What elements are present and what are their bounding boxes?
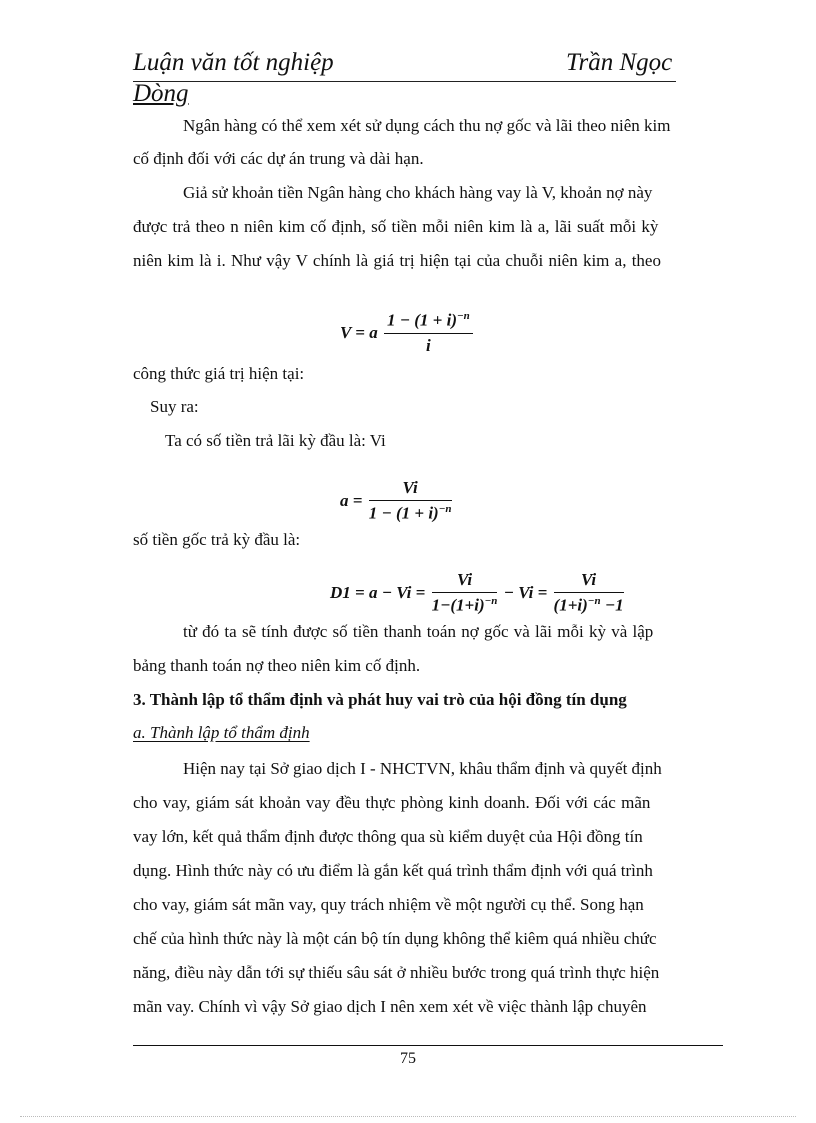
- paragraph-2-line-2: được trả theo n niên kim cố định, số tiền mỗi niên kim là a, lãi suất mỗi kỳ: [133, 217, 659, 236]
- header-underline: [133, 81, 676, 82]
- formula-1-lhs: V = a: [340, 322, 378, 342]
- body-line-7: năng, điều này dẫn tới sự thiếu sâu sát ở nhiều bước trong quá trình thực hiện: [133, 963, 660, 982]
- body-line-2: cho vay, giám sát khoản vay đều thực phòng kinh doanh. Đối với các mãn: [133, 793, 651, 812]
- formula-2-denominator-exponent: −n: [438, 503, 452, 515]
- body-line-8: mãn vay. Chính vì vậy Sở giao dịch I nên xem xét về việc thành lập chuyên: [133, 997, 647, 1016]
- formula-2-fraction: [369, 478, 452, 524]
- paragraph-1-line-1: Ngân hàng có thể xem xét sử dụng cách thu nợ gốc và lãi theo niên kim: [183, 116, 671, 135]
- formula-3-denominator-1-exponent: −n: [484, 595, 498, 607]
- section-subheading: a. Thành lập tổ thẩm định: [133, 723, 310, 742]
- formula-3-denominator-2-exponent: −n: [587, 595, 601, 607]
- header-author-continued: Dòng: [133, 80, 189, 107]
- header-author: Trần Ngọc: [566, 49, 673, 76]
- paragraph-6: số tiền gốc trả kỳ đầu là:: [133, 530, 301, 549]
- formula-3-fraction-1: [432, 570, 498, 616]
- header-title: Luận văn tốt nghiệp: [133, 49, 334, 76]
- body-line-3: vay lớn, kết quả thẩm định được thông qua sù kiểm duyệt của Hội đồng tín: [133, 827, 643, 846]
- formula-3-numerator-1: Vi: [432, 570, 498, 593]
- formula-3-denominator-2: (1+i): [553, 595, 588, 615]
- formula-1-fraction: [384, 310, 473, 356]
- formula-3-denominator-2-tail: −1: [600, 595, 624, 615]
- formula-3-middle: − Vi =: [503, 582, 548, 602]
- formula-2-denominator: 1 − (1 + i): [368, 503, 439, 523]
- body-line-4: dụng. Hình thức này có ưu điểm là gắn kết quá trình thẩm định với quá trình: [133, 861, 653, 880]
- body-line-5: cho vay, giám sát mãn vay, quy trách nhiệm về một người cụ thể. Song hạn: [133, 895, 644, 914]
- paragraph-7-line-2: bảng thanh toán nợ theo niên kim cố định.: [133, 656, 421, 675]
- paragraph-4: Suy ra:: [150, 397, 199, 416]
- section-heading: 3. Thành lập tổ thẩm định và phát huy vai trò của hội đồng tín dụng: [133, 690, 627, 709]
- formula-annuity: [340, 478, 454, 524]
- paragraph-1-line-2: cố định đối với các dự án trung và dài hạn.: [133, 149, 424, 168]
- formula-2-lhs: a =: [340, 490, 363, 510]
- paragraph-3: công thức giá trị hiện tại:: [133, 364, 305, 383]
- page-edge-dotted-line: [20, 1116, 796, 1117]
- paragraph-5: Ta có số tiền trả lãi kỳ đầu là: Vi: [165, 431, 386, 450]
- page-number: 75: [400, 1050, 416, 1067]
- formula-3-numerator-2: Vi: [554, 570, 624, 593]
- paragraph-2-line-1: Giả sử khoản tiền Ngân hàng cho khách hàng vay là V, khoản nợ này: [183, 183, 653, 202]
- formula-1-denominator: i: [426, 335, 431, 355]
- formula-present-value: [340, 310, 475, 356]
- formula-principal: [330, 570, 626, 616]
- formula-1-numerator: 1 − (1 + i): [386, 310, 458, 330]
- body-line-6: chế của hình thức này là một cán bộ tín dụng không thể kiêm quá nhiều chức: [133, 929, 657, 948]
- formula-3-fraction-2: [554, 570, 624, 616]
- paragraph-7-line-1: từ đó ta sẽ tính được số tiền thanh toán nợ gốc và lãi mỗi kỳ và lập: [183, 622, 654, 641]
- formula-2-numerator: Vi: [369, 478, 452, 501]
- formula-3-lhs: D1 = a − Vi =: [330, 582, 426, 602]
- footer-rule: [133, 1045, 723, 1046]
- formula-1-numerator-exponent: −n: [457, 310, 470, 322]
- paragraph-2-line-3: niên kim là i. Như vậy V chính là giá trị hiện tại của chuỗi niên kim a, theo: [133, 251, 661, 270]
- formula-3-denominator-1: 1−(1+i): [431, 595, 485, 615]
- body-line-1: Hiện nay tại Sở giao dịch I - NHCTVN, khâu thẩm định và quyết định: [183, 759, 662, 778]
